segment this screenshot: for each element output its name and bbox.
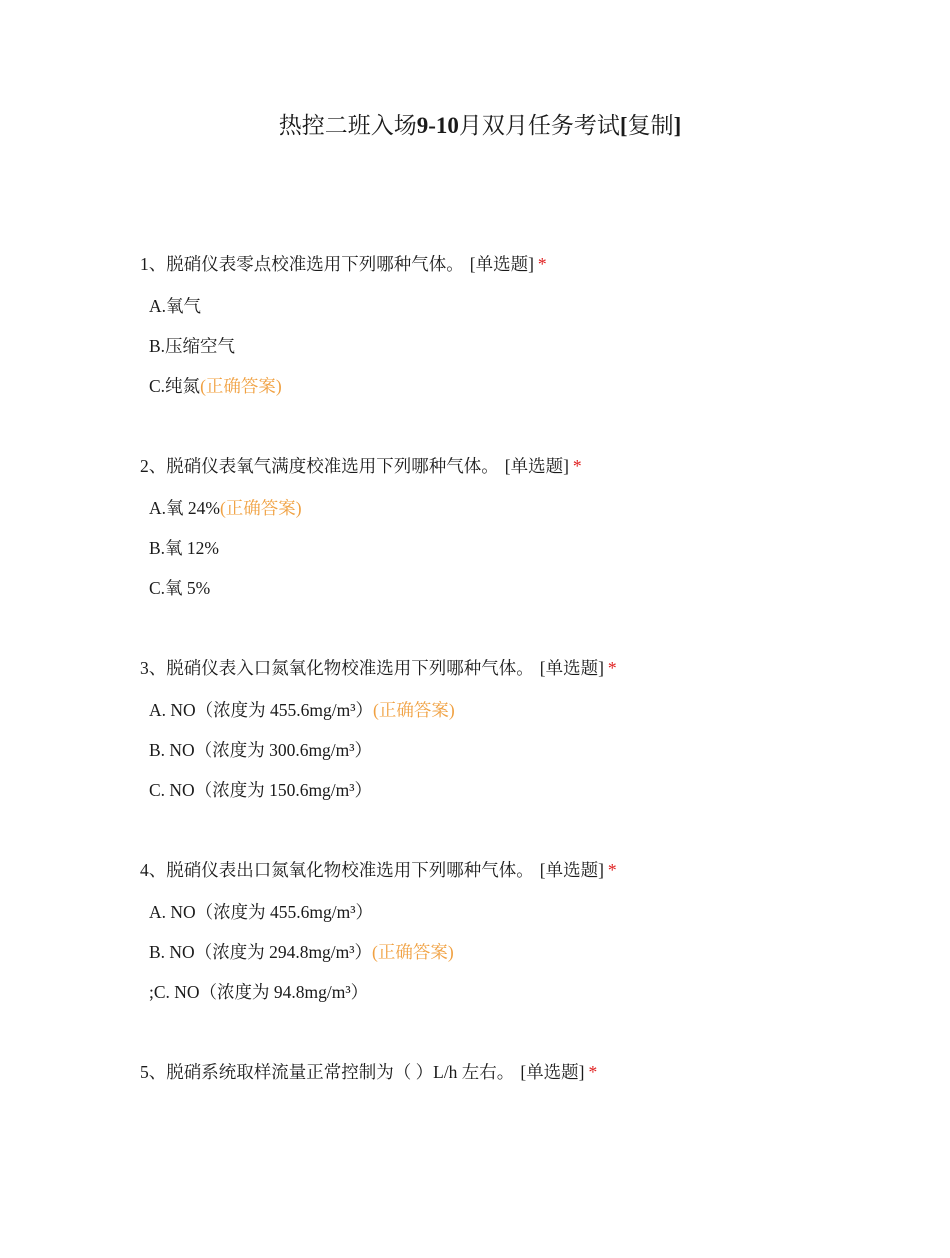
title-part: [ — [619, 113, 628, 138]
title-part: ] — [673, 113, 682, 138]
question-title — [140, 652, 900, 684]
option-text: C. NO（浓度为 150.6mg/m³） — [149, 780, 373, 800]
option-b — [149, 738, 900, 778]
question-type: [单选题] — [520, 1062, 585, 1082]
option-list — [140, 294, 900, 414]
question-text: 4、脱硝仪表出口氮氧化物校准选用下列哪种气体。 — [140, 860, 534, 880]
correct-answer-label: (正确答案) — [219, 498, 302, 518]
question-text: 5、脱硝系统取样流量正常控制为（ ）L/h 左右。 — [140, 1062, 515, 1082]
option-a — [149, 698, 900, 738]
question-type: [单选题] — [539, 860, 604, 880]
option-list — [140, 698, 900, 818]
required-mark: * — [588, 1062, 598, 1082]
option-list — [140, 900, 900, 1020]
option-c — [149, 980, 900, 1020]
option-text: B.氧 12% — [149, 538, 219, 558]
option-list — [140, 496, 900, 616]
option-b — [149, 940, 900, 980]
question-5 — [140, 1056, 900, 1258]
required-mark: * — [607, 658, 617, 678]
question-3 — [140, 652, 900, 854]
question-text: 1、脱硝仪表零点校准选用下列哪种气体。 — [140, 254, 464, 274]
title-part: 月双月任务考试 — [458, 113, 620, 138]
question-title — [140, 854, 900, 886]
required-mark: * — [572, 456, 582, 476]
option-c — [149, 778, 900, 818]
option-text: B. NO（浓度为 294.8mg/m³） — [149, 942, 373, 962]
document-title — [0, 111, 950, 141]
question-list — [140, 248, 900, 1258]
option-b — [149, 536, 900, 576]
option-a — [149, 294, 900, 334]
option-text: B. NO（浓度为 300.6mg/m³） — [149, 740, 373, 760]
correct-answer-label: (正确答案) — [372, 942, 454, 962]
question-type: [单选题] — [469, 254, 534, 274]
option-text: C.纯氮 — [149, 376, 201, 396]
question-type: [单选题] — [539, 658, 604, 678]
question-text: 3、脱硝仪表入口氮氧化物校准选用下列哪种气体。 — [140, 658, 534, 678]
question-4 — [140, 854, 900, 1056]
option-text: B.压缩空气 — [149, 336, 236, 356]
question-1 — [140, 248, 900, 450]
option-c — [149, 374, 900, 414]
question-title — [140, 248, 900, 280]
required-mark: * — [537, 254, 547, 274]
option-a — [149, 900, 900, 940]
option-b — [149, 334, 900, 374]
option-text: A.氧气 — [149, 296, 202, 316]
option-a — [149, 496, 900, 536]
option-text: C.氧 5% — [149, 578, 211, 598]
question-text: 2、脱硝仪表氧气满度校准选用下列哪种气体。 — [140, 456, 499, 476]
option-text: ;C. NO（浓度为 94.8mg/m³） — [149, 982, 369, 1002]
option-c — [149, 576, 900, 616]
option-text: A. NO（浓度为 455.6mg/m³） — [149, 700, 373, 720]
option-text: A. NO（浓度为 455.6mg/m³） — [149, 902, 373, 922]
question-title — [140, 450, 900, 482]
title-part: 复制 — [627, 113, 674, 138]
correct-answer-label: (正确答案) — [200, 376, 282, 396]
option-text: A.氧 24% — [149, 498, 220, 518]
correct-answer-label: (正确答案) — [373, 700, 455, 720]
question-2 — [140, 450, 900, 652]
question-title — [140, 1056, 900, 1088]
title-part: 9-10 — [416, 113, 459, 138]
title-part: 热控二班入场 — [278, 113, 417, 138]
required-mark: * — [607, 860, 617, 880]
question-type: [单选题] — [504, 456, 569, 476]
